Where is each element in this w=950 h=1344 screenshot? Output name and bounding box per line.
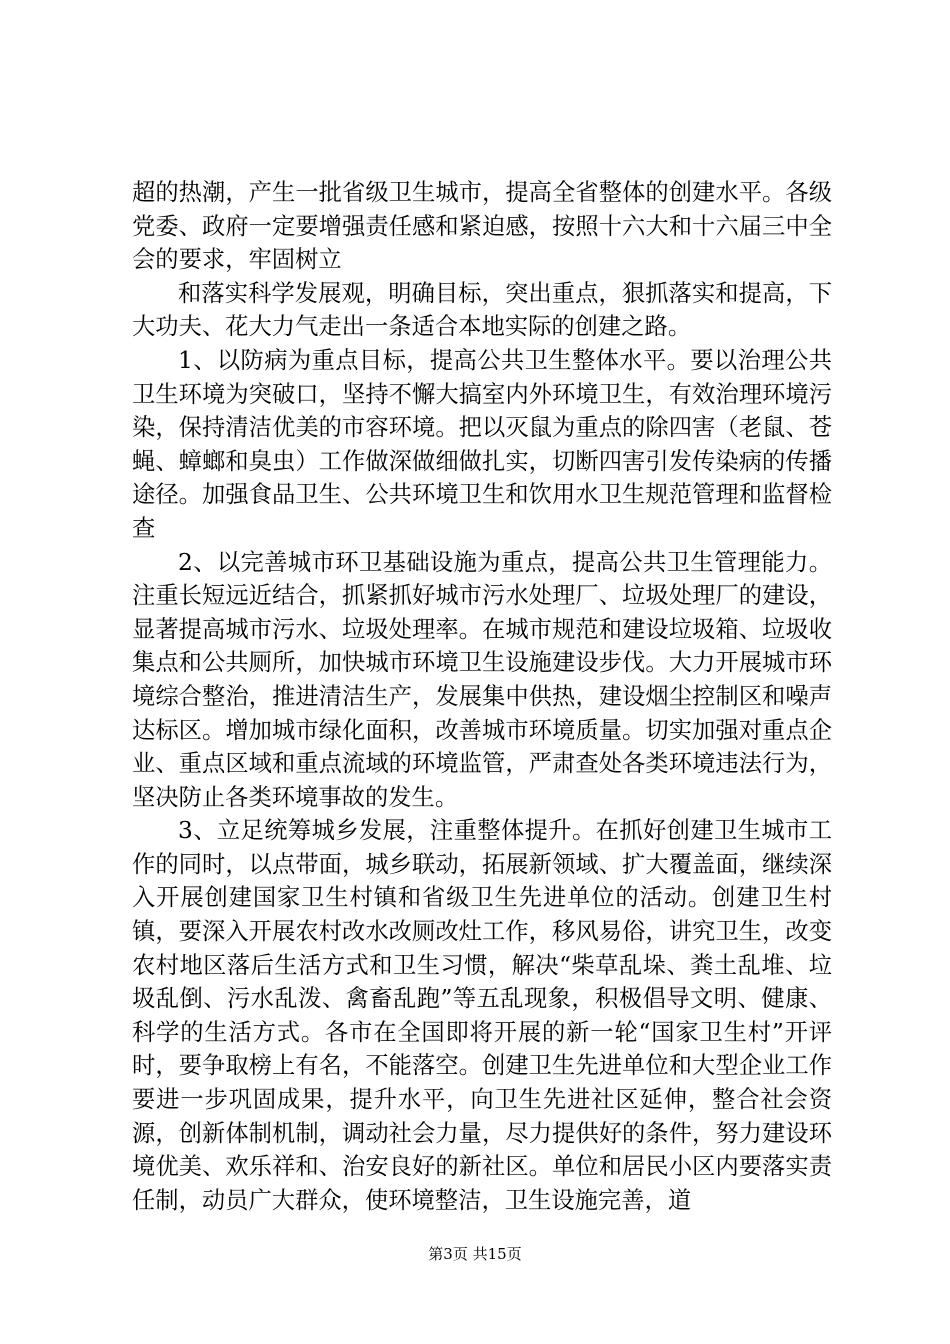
paragraph-science-development: 和落实科学发展观，明确目标，突出重点，狠抓落实和提高，下大功夫、花大力气走出一条适合本地实际的创建之路。 [132,279,832,341]
document-body [132,176,832,1217]
paragraph-continuation: 超的热潮，产生一批省级卫生城市，提高全省整体的创建水平。各级党委、政府一定要增强责任感和紧迫感，按照十六大和十六届三中全会的要求，牢固树立 [132,179,832,274]
page-number-label: 第3页 共15页 [428,1245,522,1263]
paragraph-point-1: 1、以防病为重点目标，提高公共卫生整体水平。要以治理公共卫生环境为突破口，坚持不懈大搞室内外环境卫生，有效治理环境污染，保持清洁优美的市容环境。把以灭鼠为重点的除四害（老鼠、苍蝇、蟑螂和臭虫）工作做深做细做扎实，切断四害引发传染病的传播途径。加强食品卫生、公共环境卫生和饮用水卫生规范管理和监督检查 [132,346,832,542]
page-footer [0,1244,950,1264]
paragraph-point-3: 3、立足统筹城乡发展，注重整体提升。在抓好创建卫生城市工作的同时，以点带面，城乡联动，拓展新领域、扩大覆盖面，继续深入开展创建国家卫生村镇和省级卫生先进单位的活动。创建卫生村镇，要深入开展农村改水改厕改灶工作，移风易俗，讲究卫生，改变农村地区落后生活方式和卫生习惯，解决“柴草乱垛、粪土乱堆、垃圾乱倒、污水乱泼、禽畜乱跑”等五乱现象，积极倡导文明、健康、科学的生活方式。各市在全国即将开展的新一轮“国家卫生村”开评时，要争取榜上有名，不能落空。创建卫生先进单位和大型企业工作要进一步巩固成果，提升水平，向卫生先进社区延伸，整合社会资源，创新体制机制，调动社会力量，尽力提供好的条件，努力建设环境优美、欢乐祥和、治安良好的新社区。单位和居民小区内要落实责任制，动员广大群众，使环境整洁，卫生设施完善，道 [132,817,832,1214]
paragraph-point-2: 2、以完善城市环卫基础设施为重点，提高公共卫生管理能力。注重长短远近结合，抓紧抓好城市污水处理厂、垃圾处理厂的建设，显著提高城市污水、垃圾处理率。在城市规范和建设垃圾箱、垃圾收集点和公共厕所，加快城市环境卫生设施建设步伐。大力开展城市环境综合整治，推进清洁生产，发展集中供热，建设烟尘控制区和噪声达标区。增加城市绿化面积，改善城市环境质量。切实加强对重点企业、重点区域和重点流域的环境监管，严肃查处各类环境违法行为，坚决防止各类环境事故的发生。 [132,548,832,811]
